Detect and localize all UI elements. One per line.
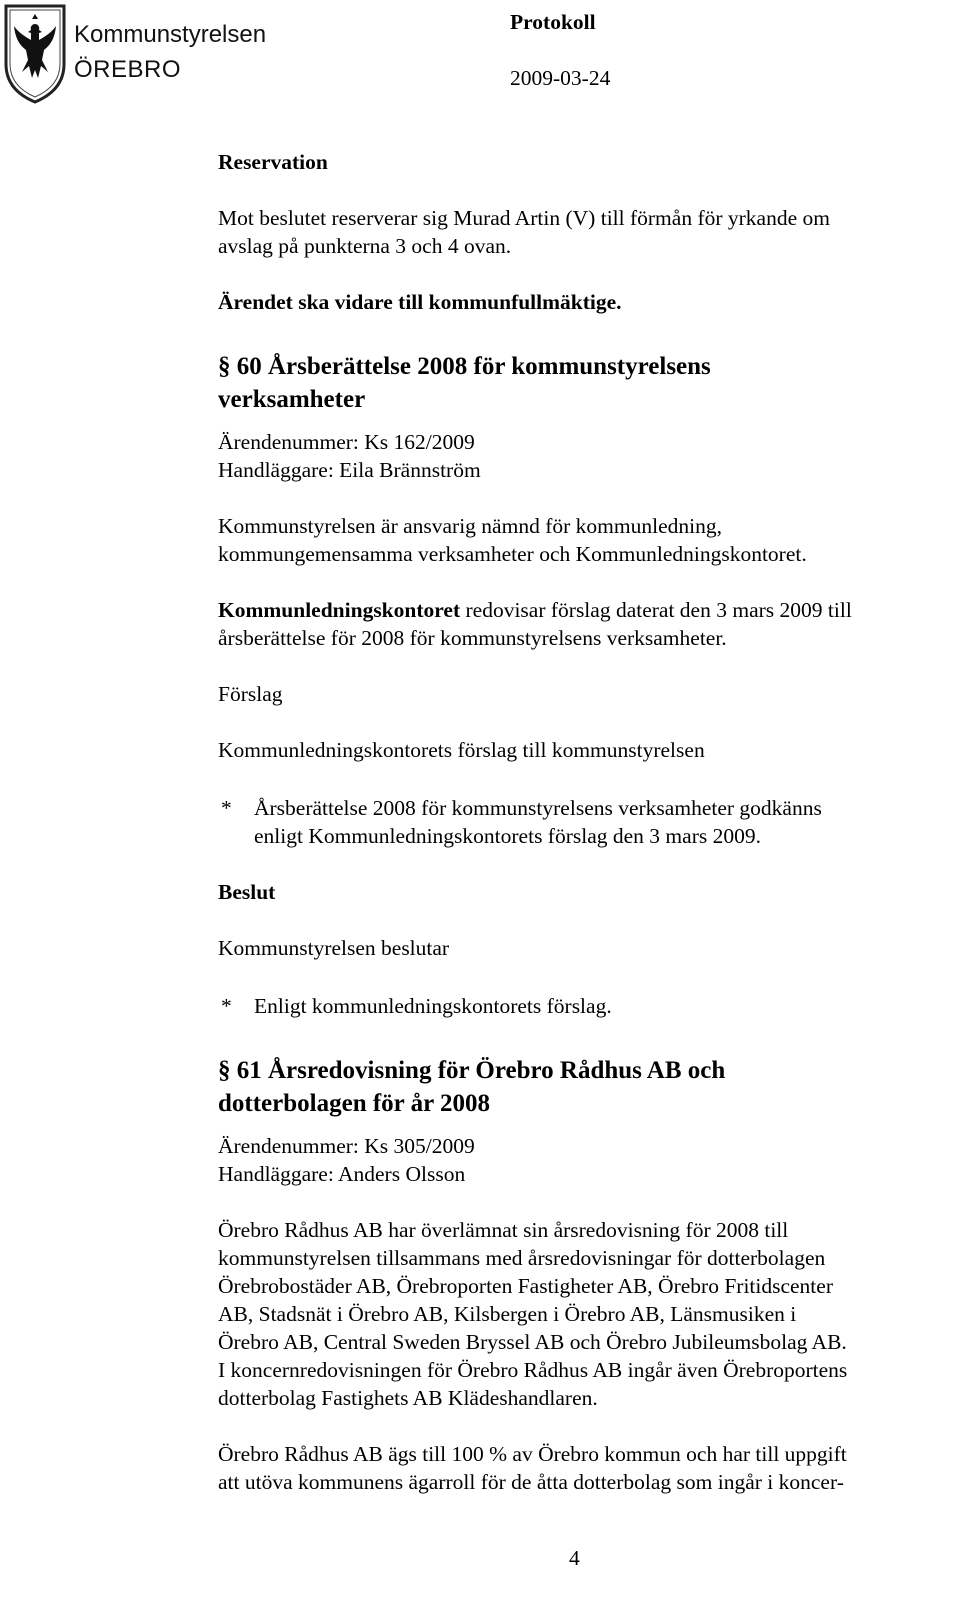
case-handler: Handläggare: Eila Brännström (218, 458, 481, 482)
reservation-heading: Reservation (218, 150, 328, 174)
proposal-intro: Kommunledningskontorets förslag till kommunstyrelsen (218, 738, 705, 762)
paragraph-line: dotterbolag Fastighets AB Klädeshandlaren. (218, 1386, 598, 1410)
document-type: Protokoll (510, 10, 596, 34)
bullet-asterisk: * (221, 994, 232, 1018)
paragraph-line: I koncernredovisningen för Örebro Rådhus AB ingår även Örebroportens (218, 1358, 848, 1382)
paragraph-line: att utöva kommunens ägarroll för de åtta dotterbolag som ingår i koncer- (218, 1470, 844, 1494)
bullet-text-line: enligt Kommunledningskontorets förslag den 3 mars 2009. (254, 824, 761, 848)
case-handler: Handläggare: Anders Olsson (218, 1162, 466, 1186)
proposal-heading: Förslag (218, 682, 283, 706)
section-61-title-cont: dotterbolagen för år 2008 (218, 1090, 490, 1117)
case-number: Ärendenummer: Ks 162/2009 (218, 430, 475, 454)
paragraph-line: kommunstyrelsen tillsammans med årsredovisningar för dotterbolagen (218, 1246, 826, 1270)
logo-city: ÖREBRO (74, 56, 182, 83)
kommunstyrelsen-logo (2, 2, 292, 106)
coat-of-arms-eagle-icon (2, 2, 68, 106)
section-60-title: § 60 Årsberättelse 2008 för kommunstyrelsens (218, 353, 711, 380)
paragraph-line: Örebro Rådhus AB har överlämnat sin årsredovisning för 2008 till (218, 1218, 789, 1242)
reservation-text-line: avslag på punkterna 3 och 4 ovan. (218, 234, 512, 258)
paragraph-line: Örebro AB, Central Sweden Bryssel AB och Örebro Jubileumsbolag AB. (218, 1330, 847, 1354)
bullet-text-line: Årsberättelse 2008 för kommunstyrelsens verksamheter godkänns (254, 796, 822, 820)
section-60-title-cont: verksamheter (218, 386, 366, 413)
paragraph-line: kommungemensamma verksamheter och Kommunledningskontoret. (218, 542, 807, 566)
paragraph-line: Örebrobostäder AB, Örebroporten Fastigheter AB, Örebro Fritidscenter (218, 1274, 833, 1298)
paragraph-line: Örebro Rådhus AB ägs till 100 % av Örebro kommun och har till uppgift (218, 1442, 847, 1466)
paragraph-line: Kommunstyrelsen är ansvarig nämnd för kommunledning, (218, 514, 722, 538)
forward-note: Ärendet ska vidare till kommunfullmäktige. (218, 290, 622, 314)
bullet-text-line: Enligt kommunledningskontorets förslag. (254, 994, 612, 1018)
paragraph-line (218, 596, 852, 625)
paragraph-bold-term: Kommunledningskontoret (218, 598, 461, 622)
reservation-text-line: Mot beslutet reserverar sig Murad Artin (V) till förmån för yrkande om (218, 206, 830, 230)
decision-heading: Beslut (218, 880, 276, 904)
bullet-asterisk: * (221, 796, 232, 820)
logo-name: Kommunstyrelsen (74, 21, 267, 48)
paragraph-line: AB, Stadsnät i Örebro AB, Kilsbergen i Örebro AB, Länsmusiken i (218, 1302, 797, 1326)
decision-intro: Kommunstyrelsen beslutar (218, 936, 450, 960)
paragraph-line: årsberättelse för 2008 för kommunstyrelsens verksamheter. (218, 626, 727, 650)
page-number: 4 (569, 1546, 580, 1570)
document-date: 2009-03-24 (510, 66, 611, 90)
case-number: Ärendenummer: Ks 305/2009 (218, 1134, 475, 1158)
paragraph-text: redovisar förslag daterat den 3 mars 2009 till (460, 598, 852, 622)
section-61-title: § 61 Årsredovisning för Örebro Rådhus AB och (218, 1057, 726, 1084)
